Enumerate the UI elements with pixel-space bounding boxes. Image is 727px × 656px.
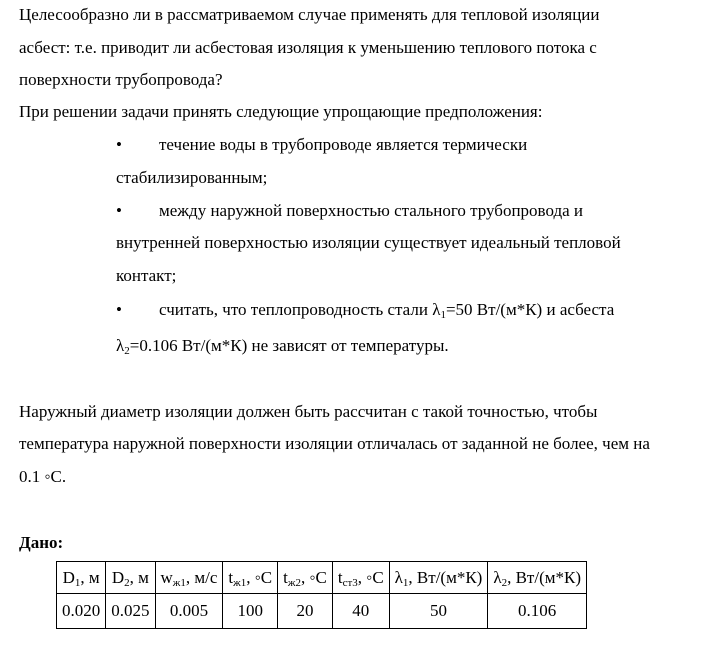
intro-text: При решении задачи принять следующие упрощающие предположения:: [19, 102, 543, 121]
bullet3-line1: считать, что теплопроводность стали $\lambda_1=50$ Вт/(м*К) и асбеста: [159, 300, 615, 321]
para2-line2: температура наружной поверхности изоляции отличалась от заданной не более, чем на: [19, 434, 650, 453]
bullet1-line2: стабилизированным;: [116, 168, 268, 187]
bullet1-line1: течение воды в трубопроводе является термически: [159, 135, 528, 154]
value-cell: 50: [389, 594, 488, 629]
value-cell: 0.025: [106, 594, 155, 629]
table-header-row: [57, 562, 587, 594]
para1-line2: асбест: т.е. приводит ли асбестовая изоляция к уменьшению теплового потока с: [19, 38, 597, 57]
para1-line3: поверхности трубопровода?: [19, 70, 223, 89]
given-data-table: [56, 561, 587, 629]
header-cell: $w_{ж1}$, м/с: [155, 562, 223, 594]
bullet2-line1: между наружной поверхностью стального трубопровода и: [159, 201, 584, 220]
value-cell: 0.106: [488, 594, 587, 629]
value-cell: 0.020: [57, 594, 106, 629]
table-row: [57, 594, 587, 629]
bullet-marker-3: •: [116, 300, 122, 319]
para1-line1: Целесообразно ли в рассматриваемом случае применять для тепловой изоляции: [19, 5, 600, 24]
value-cell: 0.005: [155, 594, 223, 629]
bullet2-line3: контакт;: [116, 266, 177, 285]
header-cell: $\lambda_1$, Вт/(м*К): [389, 562, 488, 594]
para2-line3: 0.1 ◦С.: [19, 467, 67, 486]
header-cell: $\lambda_2$, Вт/(м*К): [488, 562, 587, 594]
header-cell: $t_{ст3}$, ◦С: [332, 562, 389, 594]
header-cell: $D_1$, м: [57, 562, 106, 594]
header-cell: $t_{ж1}$, ◦С: [223, 562, 278, 594]
header-cell: $D_2$, м: [106, 562, 155, 594]
bullet-marker-1: •: [116, 135, 122, 154]
bullet3-line2: $\lambda_2=0.106$ Вт/(м*К) не зависят от температуры.: [116, 336, 449, 357]
header-cell: $t_{ж2}$, ◦С: [278, 562, 333, 594]
value-cell: 40: [332, 594, 389, 629]
bullet-marker-2: •: [116, 201, 122, 220]
para2-line1: Наружный диаметр изоляции должен быть рассчитан с такой точностью, чтобы: [19, 402, 598, 421]
value-cell: 20: [278, 594, 333, 629]
given-label: Дано:: [19, 533, 64, 552]
value-cell: 100: [223, 594, 278, 629]
bullet2-line2: внутренней поверхностью изоляции существует идеальный тепловой: [116, 233, 621, 252]
